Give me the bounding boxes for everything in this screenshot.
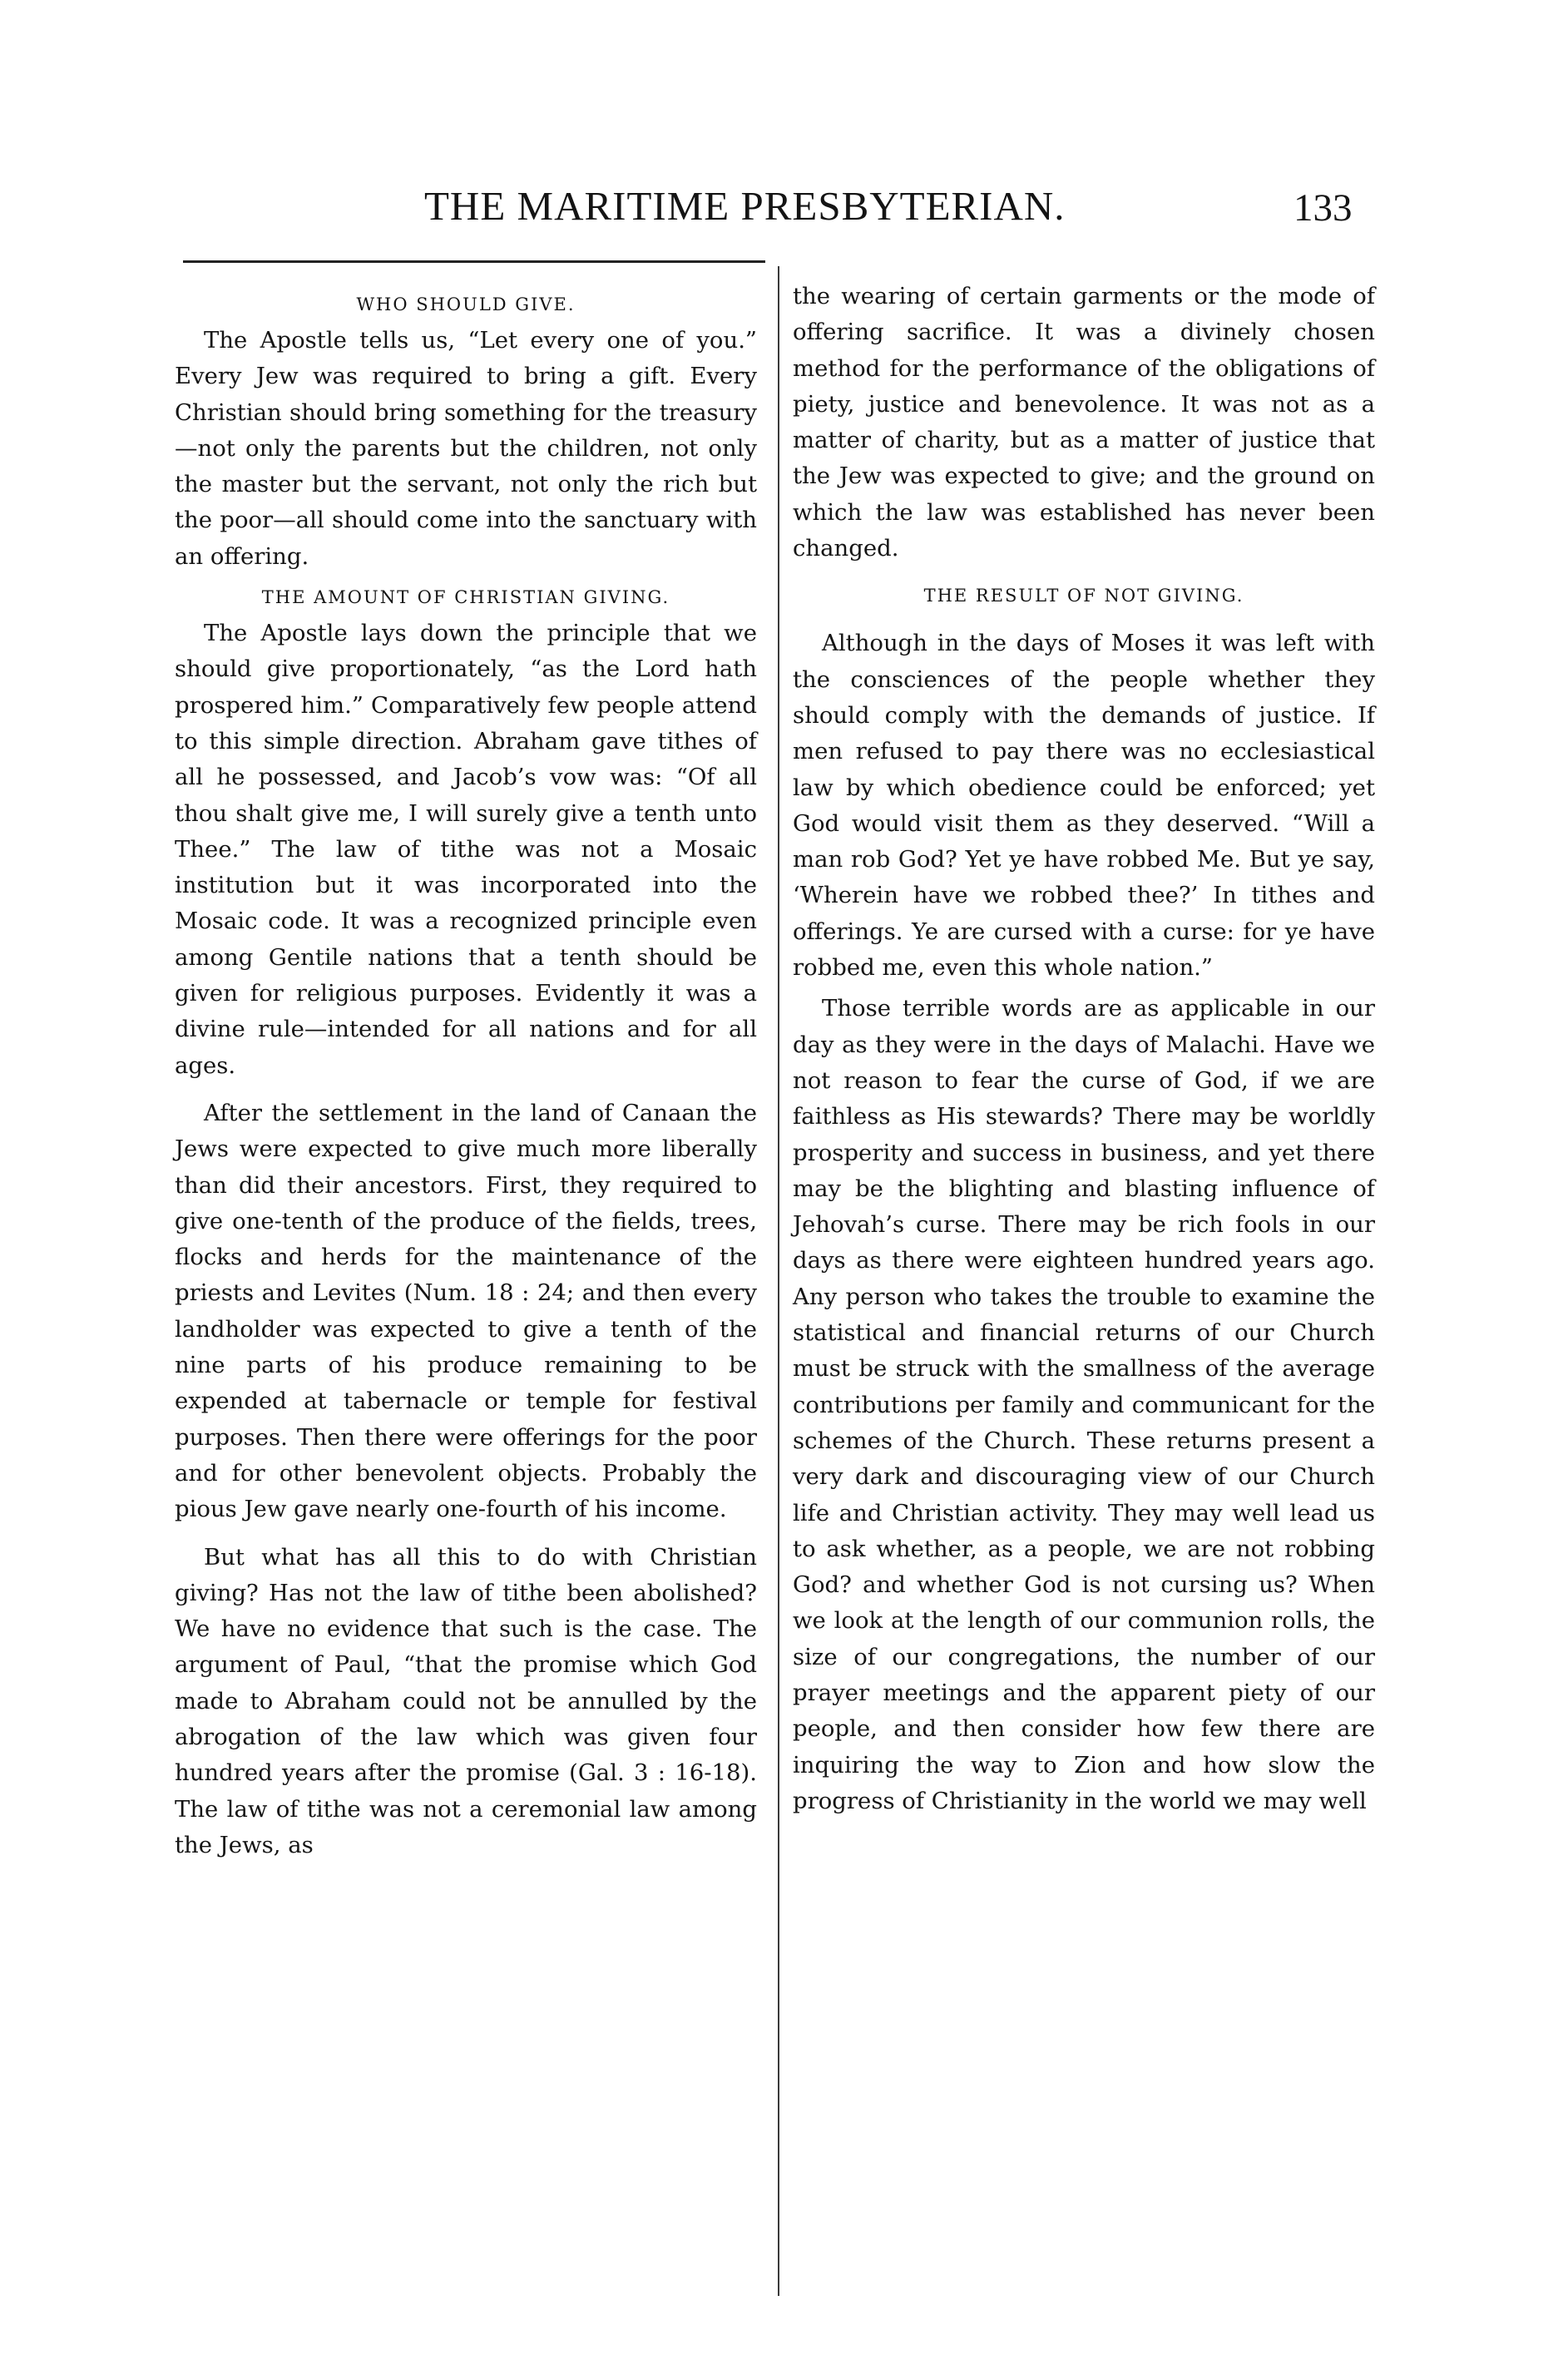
running-title: THE MARITIME PRESBYTERIAN. xyxy=(424,183,1066,229)
running-header xyxy=(166,181,1414,240)
paragraph: The Apostle lays down the principle that we should give proportionately, “as the Lord hath prospered him.” Comparatively few people attend to this simple direction. Abraham gave tithes of all he possessed, and Jacob’s vow was: “Of all thou shalt give me, I will surely give a tenth unto Thee.” The law of tithe was not a Mosaic institution but it was incorporated into the Mosaic code. It was a recognized principle even among Gentile nations that a tenth should be given for religious purposes. Evidently it was a divine rule—intended for all nations and for all ages. xyxy=(175,620,757,1079)
paragraph: The Apostle tells us, “Let every one of you.” Every Jew was required to bring a gift. Every Christian should bring something for the treasury—not only the parents but the children, not only the master but the servant, not only the rich but the poor—all should come into the sanctuary with an offering. xyxy=(175,327,757,570)
paragraph-continued: the wearing of certain garments or the mode of offering sacrifice. It was a divinely chosen method for the performance of the obligations of piety, justice and benevolence. It was not as a matter of charity, but as a matter of justice that the Jew was expected to give; and the ground on which the law was established has never been changed. xyxy=(793,283,1375,562)
column-divider xyxy=(778,266,779,2296)
spacer xyxy=(175,1084,757,1096)
spacer xyxy=(793,614,1375,626)
section-heading-amount-of-giving: THE AMOUNT OF CHRISTIAN GIVING. xyxy=(261,587,670,608)
header-rule xyxy=(183,260,765,263)
section-heading-who-should-give: WHO SHOULD GIVE. xyxy=(356,294,576,314)
right-column xyxy=(793,279,1375,1819)
section-heading-result-of-not-giving: THE RESULT OF NOT GIVING. xyxy=(923,586,1244,606)
paragraph: Those terrible words are as applicable in our day as they were in the days of Malachi. Have we not reason to fear the curse of God, if we are faithless as His stewards? There may be worldly prosperity and success in business, and yet there may be the blighting and blasting influence of Jehovah’s curse. There may be rich fools in our days as there were eighteen hundred years ago. Any person who takes the trouble to examine the statistical and financial returns of our Church must be struck with the smallness of the average contributions per family and communicant for the schemes of the Church. These returns present a very dark and discouraging view of our Church life and Christian activity. They may well lead us to ask whether, as a people, we are not robbing God? and whether God is not cursing us? When we look at the length of our communion rolls, the size of our congregations, the number of our prayer meetings and the apparent piety of our people, and then consider how few there are inquiring the way to Zion and how slow the progress of Christianity in the world we may well xyxy=(793,995,1375,1814)
page-number: 133 xyxy=(1293,186,1353,230)
spacer xyxy=(175,1528,757,1540)
paragraph: Although in the days of Moses it was left with the consciences of the people whether they should comply with the demands of justice. If men refused to pay there was no ecclesiastical law by which obedience could be enforced; yet God would visit them as they deserved. “Will a man rob God? Yet ye have robbed Me. But ye say, ‘Wherein have we robbed thee?’ In tithes and offerings. Ye are cursed with a curse: for ye have robbed me, even this whole nation.” xyxy=(793,630,1375,982)
paragraph: But what has all this to do with Christian giving? Has not the law of tithe been abolished? We have no evidence that such is the case. The argument of Paul, “that the promise which God made to Abraham could not be annulled by the abrogation of the law which was given four hundred years after the promise (Gal. 3 : 16-18). The law of tithe was not a ceremonial law among the Jews, as xyxy=(175,1543,757,1858)
spacer xyxy=(793,566,1375,578)
left-column xyxy=(175,287,757,1863)
paragraph: After the settlement in the land of Canaan the Jews were expected to give much more liberally than did their ancestors. First, they required to give one-tenth of the produce of the fields, trees, flocks and herds for the maintenance of the priests and Levites (Num. 18 : 24; and then every landholder was expected to give a tenth of the nine parts of his produce remaining to be expended at tabernacle or temple for festival purposes. Then there were offerings for the poor and for other benevolent objects. Probably the pious Jew gave nearly one-fourth of his income. xyxy=(175,1099,757,1523)
